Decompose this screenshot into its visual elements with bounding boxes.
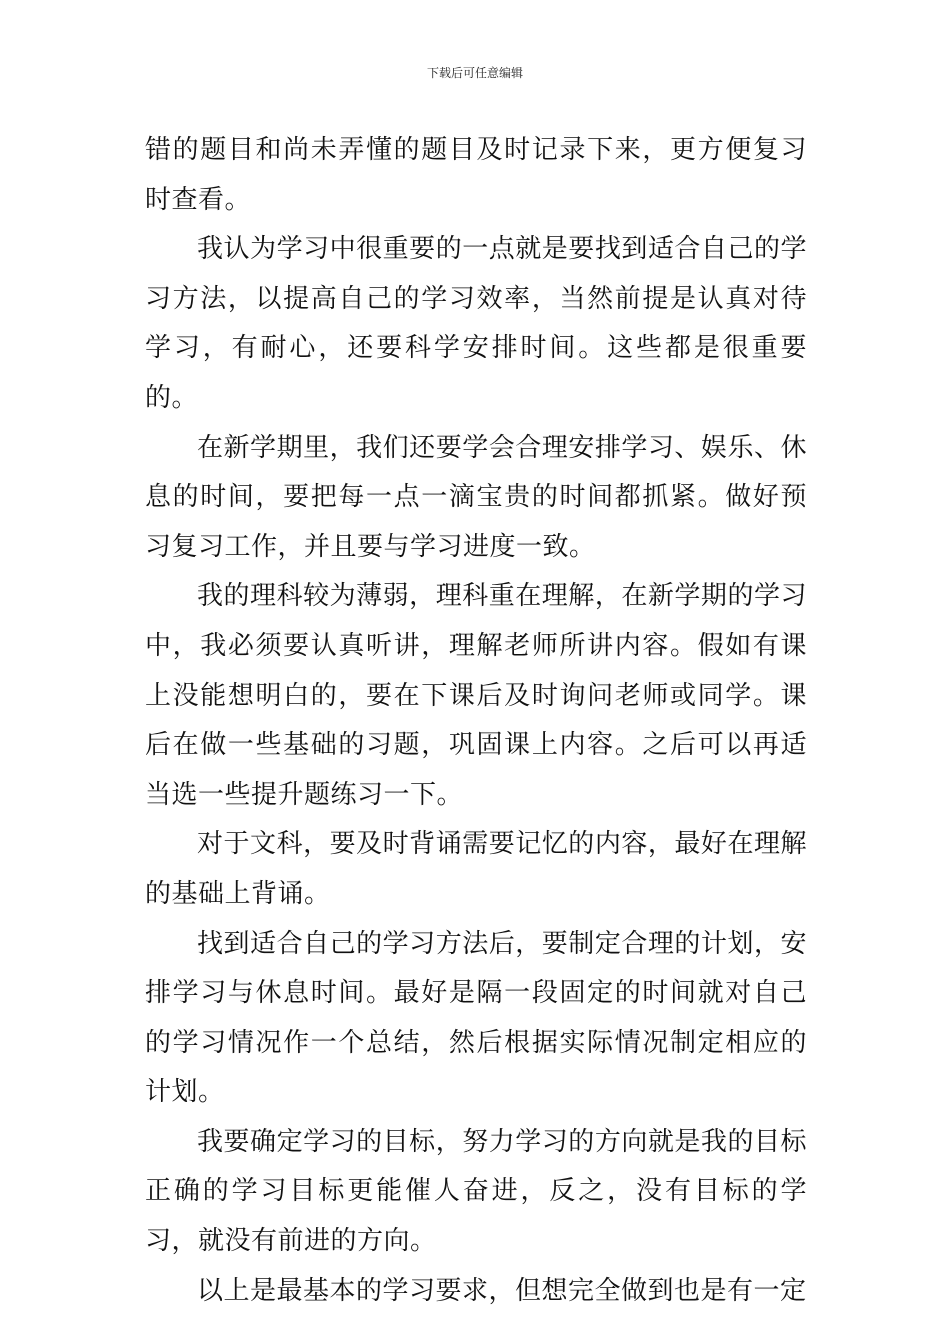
paragraph: 在新学期里，我们还要学会合理安排学习、娱乐、休息的时间，要把每一点一滴宝贵的时间都抓紧。做好预习复习工作，并且要与学习进度一致。 <box>145 432 807 562</box>
paragraph-continued: 错的题目和尚未弄懂的题目及时记录下来，更方便复习时查看。 <box>145 135 807 215</box>
paragraph: 我的理科较为薄弱，理科重在理解，在新学期的学习中，我必须要认真听讲，理解老师所讲内容。假如有课上没能想明白的，要在下课后及时询问老师或同学。课后在做一些基础的习题，巩固课上内容。之后可以再适当选一些提升题练习一下。 <box>145 581 807 810</box>
paragraph: 以上是最基本的学习要求，但想完全做到也是有一定 <box>197 1275 807 1306</box>
paragraph: 找到适合自己的学习方法后，要制定合理的计划，安排学习与休息时间。最好是隔一段固定的时间就对自己的学习情况作一个总结，然后根据实际情况制定相应的计划。 <box>145 928 807 1108</box>
document-body <box>145 126 807 1316</box>
page-header: 下载后可任意编辑 <box>426 66 523 80</box>
paragraph: 我认为学习中很重要的一点就是要找到适合自己的学习方法，以提高自己的学习效率，当然前提是认真对待学习，有耐心，还要科学安排时间。这些都是很重要的。 <box>145 234 807 413</box>
paragraph: 我要确定学习的目标，努力学习的方向就是我的目标正确的学习目标更能催人奋进，反之，没有目标的学习，就没有前进的方向。 <box>145 1126 807 1257</box>
paragraph: 对于文科，要及时背诵需要记忆的内容，最好在理解的基础上背诵。 <box>145 829 807 909</box>
